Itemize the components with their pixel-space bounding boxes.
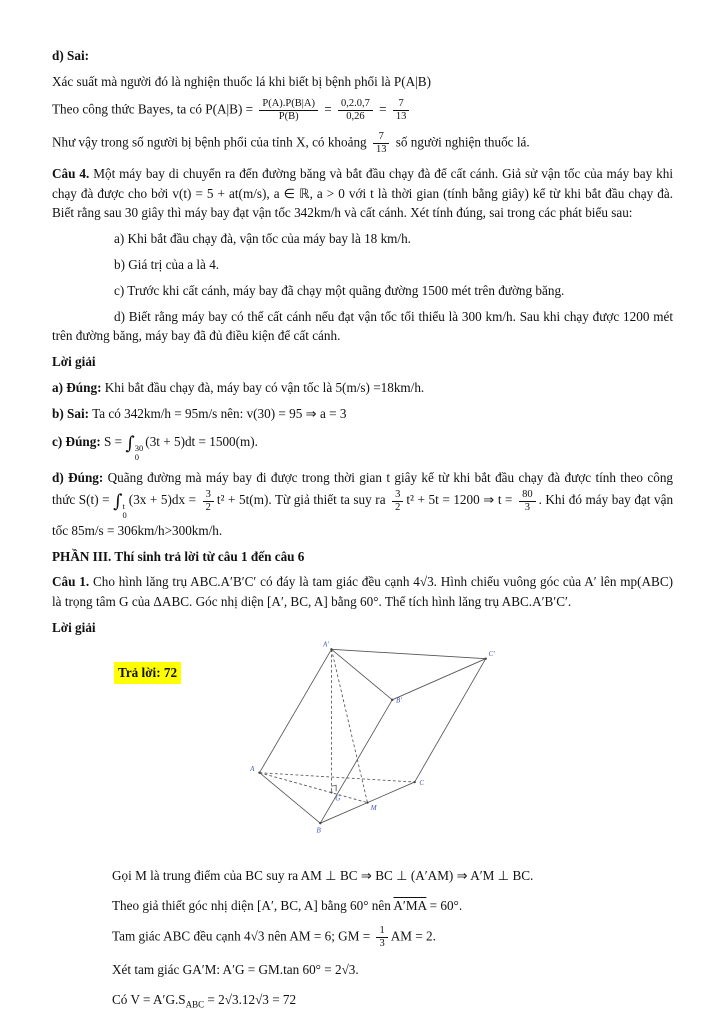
step-2-post: = 60°. bbox=[429, 897, 463, 913]
bayes-prefix: Theo công thức Bayes, ta có P(A|B) = bbox=[52, 101, 254, 117]
solution-a-text: Khi bắt đầu chạy đà, máy bay có vận tốc là 5(m/s) =18km/h. bbox=[104, 380, 425, 396]
solution-d bbox=[52, 468, 673, 540]
solution-heading-2-label: Lời giải bbox=[52, 619, 96, 635]
vertex-label-B-prime: B′ bbox=[395, 696, 402, 705]
vertex-label-C: C bbox=[419, 778, 424, 787]
integral-upper-limit: 30 bbox=[134, 442, 144, 453]
statement-c: c) Trước khi cất cánh, máy bay đã chạy một quãng đường 1500 mét trên đường băng. bbox=[114, 282, 565, 298]
subscript-ABC: ABC bbox=[185, 999, 205, 1010]
vertex-label-B: B bbox=[316, 826, 321, 835]
point-label-G: G bbox=[335, 794, 341, 803]
fraction-numerator: 1 bbox=[376, 925, 387, 938]
step-3-post: AM = 2. bbox=[390, 928, 436, 944]
point-dot-M bbox=[366, 801, 368, 803]
equals-sign: = bbox=[324, 101, 332, 117]
equals-sign: = bbox=[379, 101, 387, 117]
edge-A-C-hidden bbox=[260, 772, 415, 781]
prob-conclusion-line bbox=[52, 131, 673, 156]
fraction-denominator: 2 bbox=[205, 501, 211, 513]
question-1 bbox=[52, 572, 673, 612]
integral-lower-limit: 0 bbox=[134, 451, 140, 462]
solution-b-label: b) Sai: bbox=[52, 405, 90, 421]
prob-explanation-line: Xác suất mà người đó là nghiện thuốc lá khi biết bị bệnh phổi là P(A|B) bbox=[52, 73, 431, 89]
fraction-3-2 bbox=[203, 489, 214, 514]
step-2-pre: Theo giả thiết góc nhị diện [A′, BC, A] bằng 60° nên bbox=[112, 897, 391, 913]
statement-d-sai-heading bbox=[52, 46, 673, 66]
solution-heading-1-label: Lời giải bbox=[52, 354, 96, 370]
point-label-M: M bbox=[370, 803, 377, 812]
edge-Ap-Cp bbox=[331, 649, 485, 658]
line-A-M bbox=[260, 772, 368, 802]
answer-badge: Trả lời: 72 bbox=[114, 662, 181, 684]
vertex-dot-B bbox=[319, 822, 321, 824]
solution-d-part5: . Khi đó máy bay đạt vận tốc 85m/s = 306km/h>300km/h. bbox=[52, 492, 674, 538]
vertex-dot-A bbox=[258, 771, 260, 773]
solution-step-3 bbox=[52, 925, 673, 950]
edge-Ap-Bp bbox=[331, 649, 392, 699]
fraction-1-3 bbox=[376, 925, 387, 950]
fraction-numerator: 7 bbox=[393, 98, 410, 111]
step-5-post: = 2√3.12√3 = 72 bbox=[207, 992, 297, 1008]
integral-lower-limit: 0 bbox=[122, 510, 127, 521]
step-3-pre: Tam giác ABC đều cạnh 4√3 nên AM = 6; GM = bbox=[112, 928, 371, 944]
integral-upper-limit: t bbox=[122, 501, 125, 512]
fraction-denominator: 13 bbox=[395, 110, 407, 122]
vertex-label-A: A bbox=[250, 764, 255, 773]
vertex-dot-Bp bbox=[391, 698, 393, 700]
statement-b: b) Giá trị của a là 4. bbox=[114, 257, 220, 273]
bayes-formula-line bbox=[52, 98, 673, 123]
fraction-numerator: P(A).P(B|A) bbox=[259, 98, 318, 111]
fraction-denominator: 13 bbox=[375, 143, 387, 155]
right-angle-mark bbox=[331, 785, 336, 791]
fraction-7-13 bbox=[373, 131, 390, 156]
solution-c-post: (3t + 5)dt = 1500(m). bbox=[145, 433, 258, 449]
conclusion-suffix: số người nghiện thuốc lá. bbox=[395, 134, 530, 150]
vertex-dot-Ap bbox=[330, 648, 332, 650]
solution-a-label: a) Đúng: bbox=[52, 380, 102, 396]
solution-d-part2: (3x + 5)dx = bbox=[128, 492, 197, 508]
solution-b-text: Ta có 342km/h = 95m/s nên: v(30) = 95 ⇒ a = 3 bbox=[92, 405, 347, 421]
fraction-denominator: 3 bbox=[379, 938, 385, 950]
solution-d-part1: Quãng đường mà máy bay đi được trong thời gian t giây kể từ khi bắt đầu chạy đà được tính theo công thức S(t) = bbox=[52, 470, 674, 508]
fraction-denominator: 3 bbox=[524, 501, 530, 513]
solution-step-1: Gọi M là trung điểm của BC suy ra AM ⊥ BC ⇒ BC ⊥ (A′AM) ⇒ A′M ⊥ BC. bbox=[112, 867, 534, 883]
vertex-dot-C bbox=[413, 781, 415, 783]
question-4-body: Một máy bay di chuyển ra đến đường băng và bắt đầu chạy đà để cất cánh. Giả sử vận tốc của máy bay khi chạy đà được cho bởi v(t) = 5 + at(m/s), a ∈ ℝ, a > 0 với t là thời gian (tính bằng giây) kể từ khi bắt đầu chạy đà. Biết rằng sau 30 giây thì máy bay đạt vận tốc 342km/h và cất cánh. Xét tính đúng, sai trong các phát biểu sau: bbox=[52, 165, 674, 221]
solution-c-pre: S = bbox=[104, 433, 123, 449]
edge-A-B bbox=[260, 772, 321, 822]
fraction-80-3 bbox=[519, 489, 536, 514]
fraction-numerator: 3 bbox=[392, 489, 403, 502]
solution-c bbox=[52, 430, 673, 463]
step-5-pre: Có V = A′G.S bbox=[112, 992, 186, 1008]
vertex-label-C-prime: C′ bbox=[488, 649, 495, 658]
point-dot-G bbox=[330, 791, 332, 793]
vertex-label-A-prime: A′ bbox=[323, 640, 329, 649]
integral-icon: ∫ bbox=[125, 432, 135, 454]
edge-Bp-Cp bbox=[392, 658, 485, 699]
part-3-heading-label: PHẦN III. Thí sinh trả lời từ câu 1 đến câu 6 bbox=[52, 548, 305, 564]
fraction-3-2 bbox=[392, 489, 403, 514]
integral-icon: ∫ bbox=[113, 491, 123, 513]
solution-step-2 bbox=[52, 896, 673, 916]
solution-a bbox=[52, 378, 673, 398]
statement-d-sai-label: d) Sai: bbox=[52, 48, 90, 63]
fraction-numerator: 3 bbox=[203, 489, 214, 502]
solution-b bbox=[52, 404, 673, 424]
fraction-numerator: 0,2.0,7 bbox=[338, 98, 373, 111]
integral-limits bbox=[135, 444, 144, 463]
conclusion-prefix: Như vậy trong số người bị bệnh phổi của tỉnh X, có khoảng bbox=[52, 134, 367, 150]
solution-step-4: Xét tam giác GA′M: A′G = GM.tan 60° = 2√3. bbox=[112, 962, 359, 978]
question-1-label: Câu 1. bbox=[52, 574, 90, 590]
fraction-denominator: P(B) bbox=[278, 110, 299, 122]
solution-heading-1 bbox=[52, 352, 673, 372]
solution-step-5 bbox=[52, 990, 673, 1012]
part-3-heading bbox=[52, 547, 673, 567]
edge-A-Ap bbox=[260, 649, 332, 772]
statement-a: a) Khi bắt đầu chạy đà, vận tốc của máy bay là 18 km/h. bbox=[114, 231, 411, 247]
vertex-dot-Cp bbox=[484, 657, 486, 659]
figure-block bbox=[52, 640, 673, 856]
fraction-denominator: 0,26 bbox=[346, 110, 365, 122]
integral-limits bbox=[123, 502, 127, 521]
question-4-label: Câu 4. bbox=[52, 165, 90, 181]
solution-c-label: c) Đúng: bbox=[52, 433, 101, 449]
line-Ap-M bbox=[331, 649, 367, 802]
solution-d-part3: t² + 5t(m). Từ giả thiết ta suy ra bbox=[216, 492, 386, 508]
fraction-numerator: 7 bbox=[373, 131, 390, 144]
question-4 bbox=[52, 164, 673, 223]
solution-d-label: d) Đúng: bbox=[52, 470, 104, 486]
fraction-denominator: 2 bbox=[395, 501, 401, 513]
statement-d: d) Biết rằng máy bay có thể cất cánh nếu đạt vận tốc tối thiểu là 300 km/h. Sau khi chạy được 1200 mét trên đường băng, máy bay đã đủ điều kiện để cất cánh. bbox=[52, 308, 673, 344]
fraction-values bbox=[338, 98, 373, 123]
question-1-body: Cho hình lăng trụ ABC.A′B′C′ có đáy là tam giác đều cạnh 4√3. Hình chiếu vuông góc của A′ lên mp(ABC) là trọng tâm G của ΔABC. Góc nhị diện [A′, BC, A] bằng 60°. Thể tích hình lăng trụ ABC.A′B′C′. bbox=[52, 574, 674, 610]
solution-heading-2 bbox=[52, 618, 673, 638]
fraction-bayes bbox=[259, 98, 318, 123]
solution-d-part4: t² + 5t = 1200 ⇒ t = bbox=[406, 492, 513, 508]
edge-C-Cp bbox=[415, 658, 486, 781]
angle-notation: A′MA bbox=[393, 897, 427, 913]
answer-highlight bbox=[114, 662, 181, 684]
fraction-result bbox=[393, 98, 410, 123]
prism-figure bbox=[250, 640, 498, 840]
fraction-numerator: 80 bbox=[519, 489, 536, 502]
